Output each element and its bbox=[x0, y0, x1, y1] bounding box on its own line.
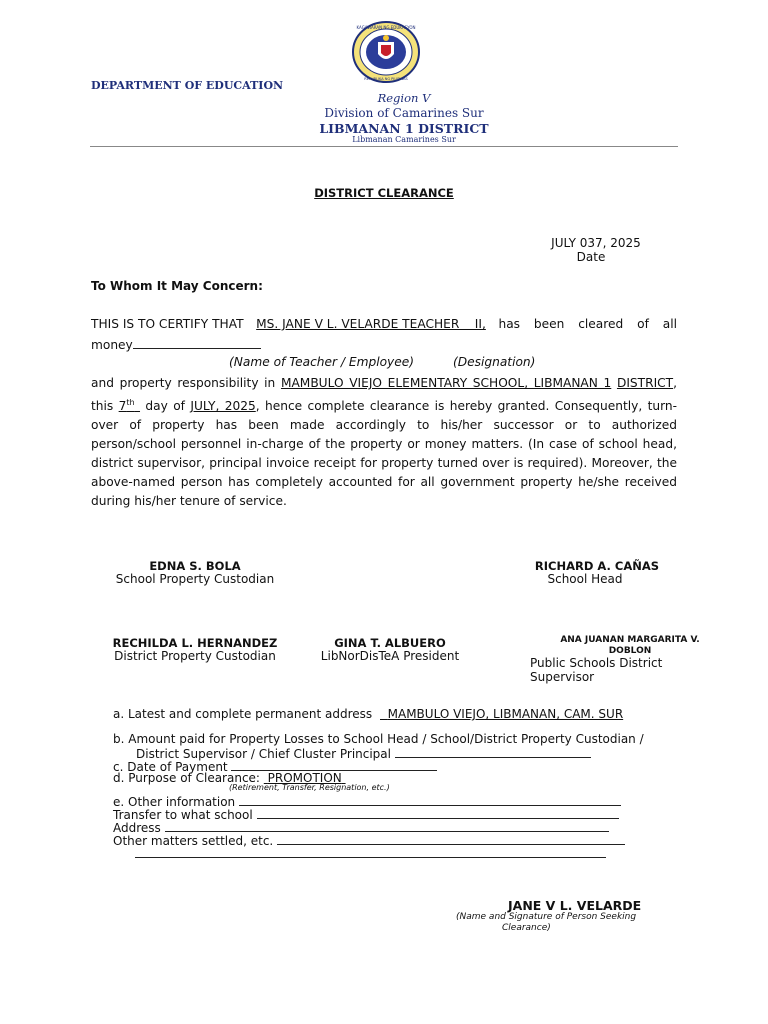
money-text: money bbox=[91, 338, 133, 352]
date-of-payment-label: c. Date of Payment bbox=[113, 760, 228, 774]
signatory-district-property-custodian-name: RECHILDA L. HERNANDEZ bbox=[112, 636, 278, 650]
supervisor-title-line2: Supervisor bbox=[530, 670, 595, 684]
certify-lead: THIS IS TO CERTIFY THAT bbox=[91, 317, 244, 331]
school-name: MAMBULO VIEJO ELEMENTARY SCHOOL, LIBMANAN 1 bbox=[280, 376, 612, 390]
permanent-address-value: MAMBULO VIEJO, LIBMANAN, CAM. SUR bbox=[387, 707, 624, 721]
field-amount-paid-line1: b. Amount paid for Property Losses to School Head / School/District Property Custodian / bbox=[113, 732, 644, 746]
location-label: Libmanan Camarines Sur bbox=[352, 135, 456, 144]
signatory-school-head-title: School Head bbox=[547, 572, 623, 586]
salutation: To Whom It May Concern: bbox=[91, 279, 263, 293]
date-label: Date bbox=[576, 250, 606, 264]
purpose-hint: (Retirement, Transfer, Resignation, etc.) bbox=[229, 783, 390, 792]
transfer-school-blank bbox=[257, 806, 619, 819]
svg-text:KAGAWARAN NG EDUKASYON: KAGAWARAN NG EDUKASYON bbox=[356, 25, 416, 30]
signatory-libnordistea-president-name: GINA T. ALBUERO bbox=[334, 636, 446, 650]
applicant-hint-line2: Clearance) bbox=[502, 923, 551, 933]
clearance-paragraph bbox=[91, 374, 677, 511]
signatory-libnordistea-president-title: LibNorDisTeA President bbox=[320, 649, 460, 663]
department-name: DEPARTMENT OF EDUCATION bbox=[91, 79, 284, 92]
header-divider bbox=[90, 146, 678, 147]
name-hint: (Name of Teacher / Employee) bbox=[229, 355, 415, 369]
date-value: JULY 037, 2025 bbox=[551, 236, 641, 250]
clearance-day: 7th bbox=[118, 398, 135, 414]
address-blank bbox=[165, 819, 609, 832]
district-label: LIBMANAN 1 DISTRICT bbox=[319, 121, 489, 136]
other-information-blank bbox=[239, 793, 621, 806]
paragraph-day-of: day of bbox=[145, 399, 185, 414]
other-matters-label: Other matters settled, etc. bbox=[113, 834, 274, 848]
paragraph-intro: and property responsibility in bbox=[91, 376, 276, 390]
paragraph-this: , this bbox=[91, 376, 678, 414]
employee-name-designation: MS. JANE V L. VELARDE TEACHER II, bbox=[256, 317, 486, 331]
signatory-district-property-custodian-title: District Property Custodian bbox=[114, 649, 276, 663]
svg-text:REPUBLIKA NG PILIPINAS: REPUBLIKA NG PILIPINAS bbox=[364, 77, 408, 81]
supervisor-title-line1: Public Schools District bbox=[530, 656, 663, 670]
paragraph-rest: , hence complete clearance is hereby granted. Consequently, turn-over of property has been made accordingly to his/her successor or to authorized person/school personnel in-charge of the property or money matters. (In case of school head, district supervisor, principal invoice receipt for property turned over is required). Moreover, the above-named person has completely accounted for all government property he/she received during his/her tenure of service. bbox=[91, 399, 678, 509]
applicant-name: JANE V L. VELARDE bbox=[508, 898, 642, 913]
transfer-school-label: Transfer to what school bbox=[113, 808, 253, 822]
permanent-address-label: a. Latest and complete permanent address bbox=[113, 707, 373, 721]
other-matters-continuation-line bbox=[135, 857, 606, 858]
deped-seal-icon bbox=[350, 20, 422, 84]
school-district: DISTRICT bbox=[616, 376, 674, 390]
document-title: DISTRICT CLEARANCE bbox=[314, 186, 454, 200]
signatory-school-property-custodian-title: School Property Custodian bbox=[115, 572, 275, 586]
designation-hint: (Designation) bbox=[453, 355, 536, 369]
amount-paid-label: District Supervisor / Chief Cluster Principal bbox=[136, 747, 391, 761]
money-blank bbox=[133, 336, 261, 349]
field-other-matters bbox=[113, 832, 625, 848]
signatory-school-head-name: RICHARD A. CAÑAS bbox=[534, 559, 660, 573]
signatory-district-supervisor-title bbox=[530, 656, 662, 684]
amount-paid-blank bbox=[395, 745, 591, 758]
field-permanent-address bbox=[113, 707, 623, 721]
money-line bbox=[91, 336, 261, 352]
supervisor-name-line2: DOBLON bbox=[608, 646, 652, 656]
signatory-school-property-custodian-name: EDNA S. BOLA bbox=[149, 559, 241, 573]
clearance-month-year: JULY, 2025 bbox=[190, 399, 256, 414]
division-label: Division of Camarines Sur bbox=[324, 106, 484, 120]
applicant-hint-line1: (Name and Signature of Person Seeking bbox=[456, 912, 637, 922]
other-matters-blank bbox=[277, 832, 625, 845]
purpose-value: PROMOTION bbox=[267, 771, 342, 785]
purpose-label: d. Purpose of Clearance: bbox=[113, 771, 260, 785]
region-label: Region V bbox=[377, 91, 431, 105]
signatory-district-supervisor-name bbox=[540, 635, 720, 657]
date-of-payment-blank bbox=[231, 758, 437, 771]
other-information-label: e. Other information bbox=[113, 795, 236, 809]
certify-line bbox=[91, 317, 677, 331]
address-label: Address bbox=[113, 821, 161, 835]
certify-cleared-text: has been cleared of all bbox=[498, 317, 677, 331]
supervisor-name-line1: ANA JUANAN MARGARITA V. bbox=[560, 635, 700, 645]
